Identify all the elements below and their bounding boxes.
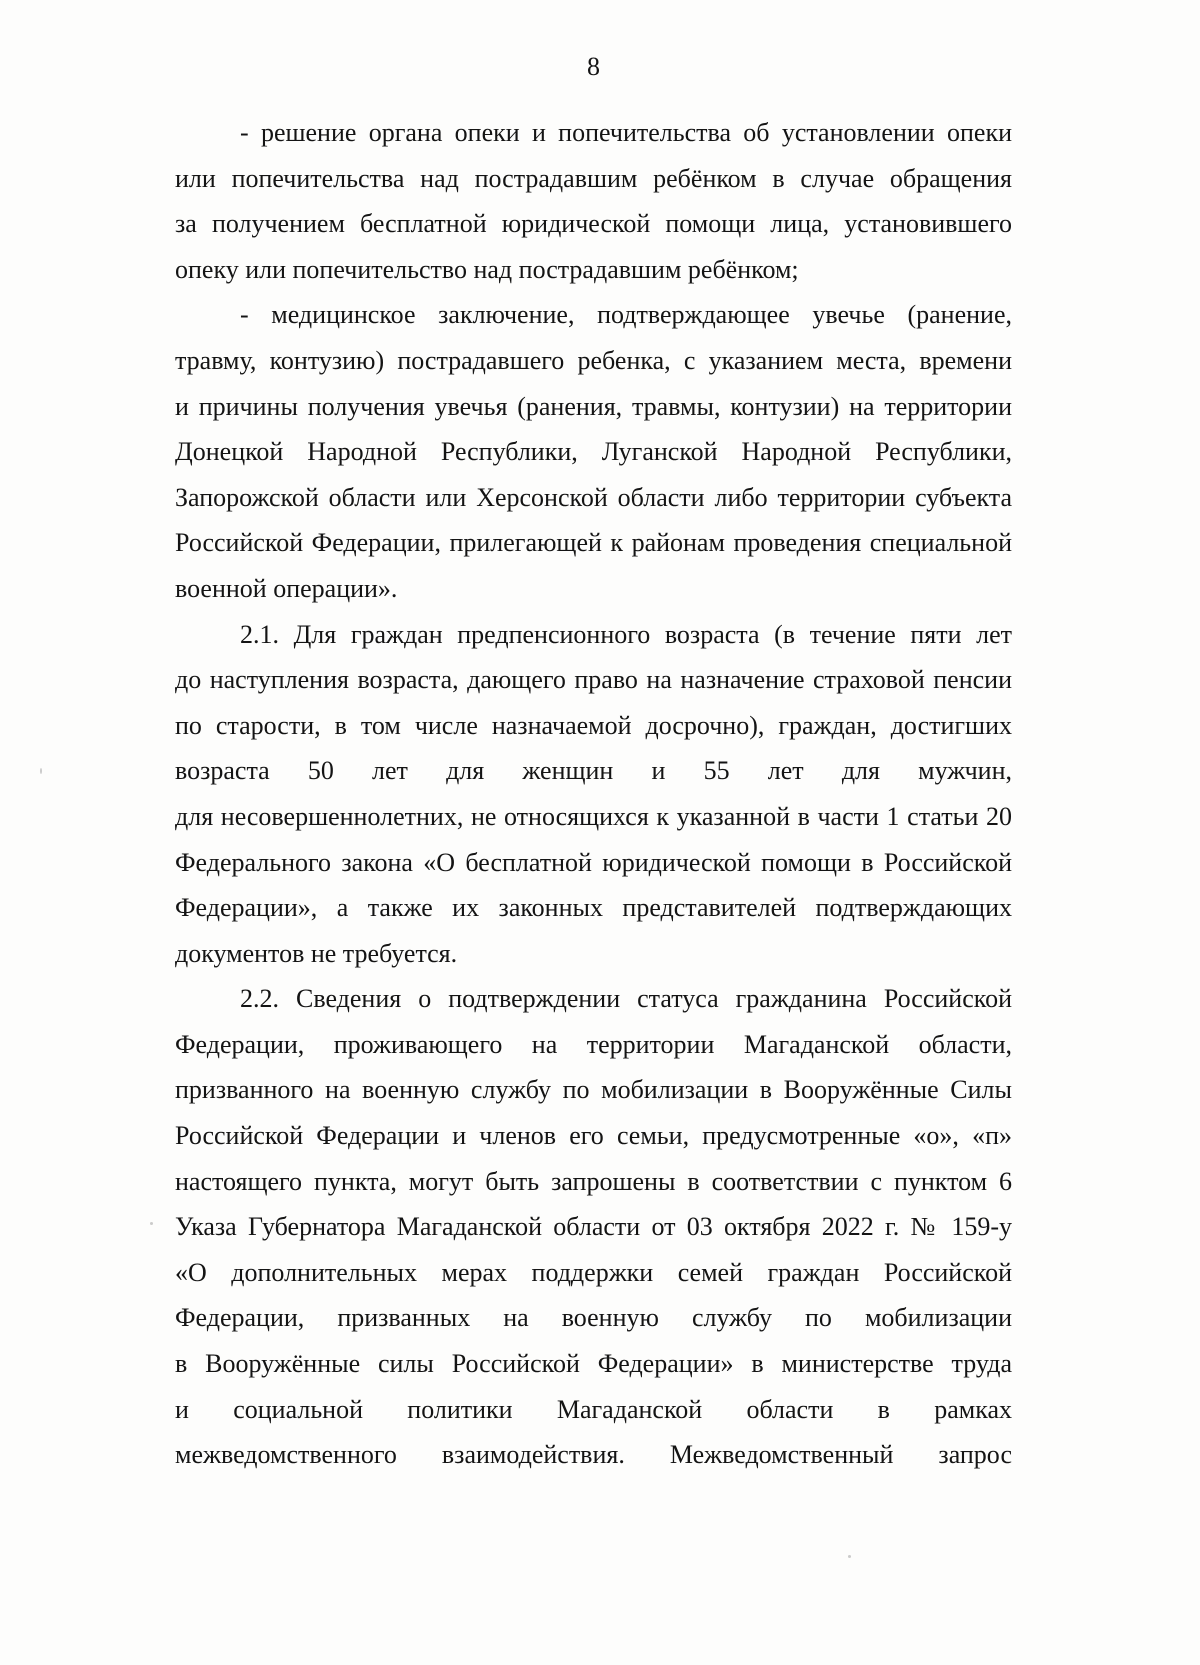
text-line: в Вооружённые силы Российской Федерации» в министерстве труда — [175, 1349, 1012, 1379]
text-line: - медицинское заключение, подтверждающее увечье (ранение, — [240, 300, 1012, 330]
paragraph-2-1 — [175, 612, 1012, 977]
text-line: по старости, в том числе назначаемой досрочно), граждан, достигших — [175, 710, 1012, 740]
text-line: - решение органа опеки и попечительства об установлении опеки — [240, 118, 1012, 147]
text-line: Донецкой Народной Республики, Луганской Народной Республики, — [175, 437, 1012, 467]
page-number: 8 — [587, 52, 600, 81]
paragraph-medical-report — [175, 292, 1012, 611]
text-line: 2.2. Сведения о подтверждении статуса гражданина Российской — [240, 984, 1012, 1014]
text-line: 2.1. Для граждан предпенсионного возраста (в течение пяти лет — [240, 619, 1012, 649]
text-line: или попечительства над пострадавшим ребёнком в случае обращения — [175, 163, 1012, 193]
text-line: настоящего пункта, могут быть запрошены в соответствии с пунктом 6 — [175, 1166, 1012, 1196]
text-line: возраста 50 лет для женщин и 55 лет для мужчин, — [175, 756, 1012, 786]
scan-speck — [848, 1555, 851, 1558]
scan-speck — [40, 768, 42, 774]
text-line: Российской Федерации, прилегающей к районам проведения специальной — [175, 528, 1012, 558]
text-line: для несовершеннолетних, не относящихся к указанной в части 1 статьи 20 — [175, 801, 1012, 831]
text-line: Федерации, призванных на военную службу по мобилизации — [175, 1303, 1012, 1333]
paragraph-guardianship-decision — [175, 110, 1012, 292]
text-line: за получением бесплатной юридической помощи лица, установившего — [175, 209, 1012, 239]
document-body — [175, 110, 1012, 1478]
text-line: военной операции». — [175, 573, 398, 603]
text-line: Российской Федерации и членов его семьи, предусмотренные «о», «п» — [175, 1121, 1012, 1151]
text-line: и социальной политики Магаданской области в рамках — [175, 1394, 1012, 1424]
text-line: призванного на военную службу по мобилизации в Вооружённые Силы — [175, 1075, 1012, 1105]
text-line: опеку или попечительство над пострадавшим ребёнком; — [175, 254, 799, 284]
text-line: до наступления возраста, дающего право на назначение страховой пенсии — [175, 665, 1012, 695]
text-line: Федерации, проживающего на территории Магаданской области, — [175, 1029, 1012, 1059]
paragraph-2-2 — [175, 976, 1012, 1478]
text-line: и причины получения увечья (ранения, травмы, контузии) на территории — [175, 391, 1012, 421]
text-line: травму, контузию) пострадавшего ребенка, с указанием места, времени — [175, 345, 1012, 375]
text-line: «О дополнительных мерах поддержки семей граждан Российской — [175, 1257, 1012, 1287]
text-line: документов не требуется. — [175, 938, 458, 968]
text-line: Указа Губернатора Магаданской области от 03 октября 2022 г. № 159-у — [175, 1212, 1012, 1242]
text-line: Федерального закона «О бесплатной юридической помощи в Российской — [175, 847, 1012, 877]
text-line: межведомственного взаимодействия. Межведомственный запрос — [175, 1440, 1012, 1470]
text-line: Федерации», а также их законных представителей подтверждающих — [175, 893, 1012, 923]
scan-speck — [150, 1222, 153, 1225]
text-line: Запорожской области или Херсонской области либо территории субъекта — [175, 482, 1012, 512]
